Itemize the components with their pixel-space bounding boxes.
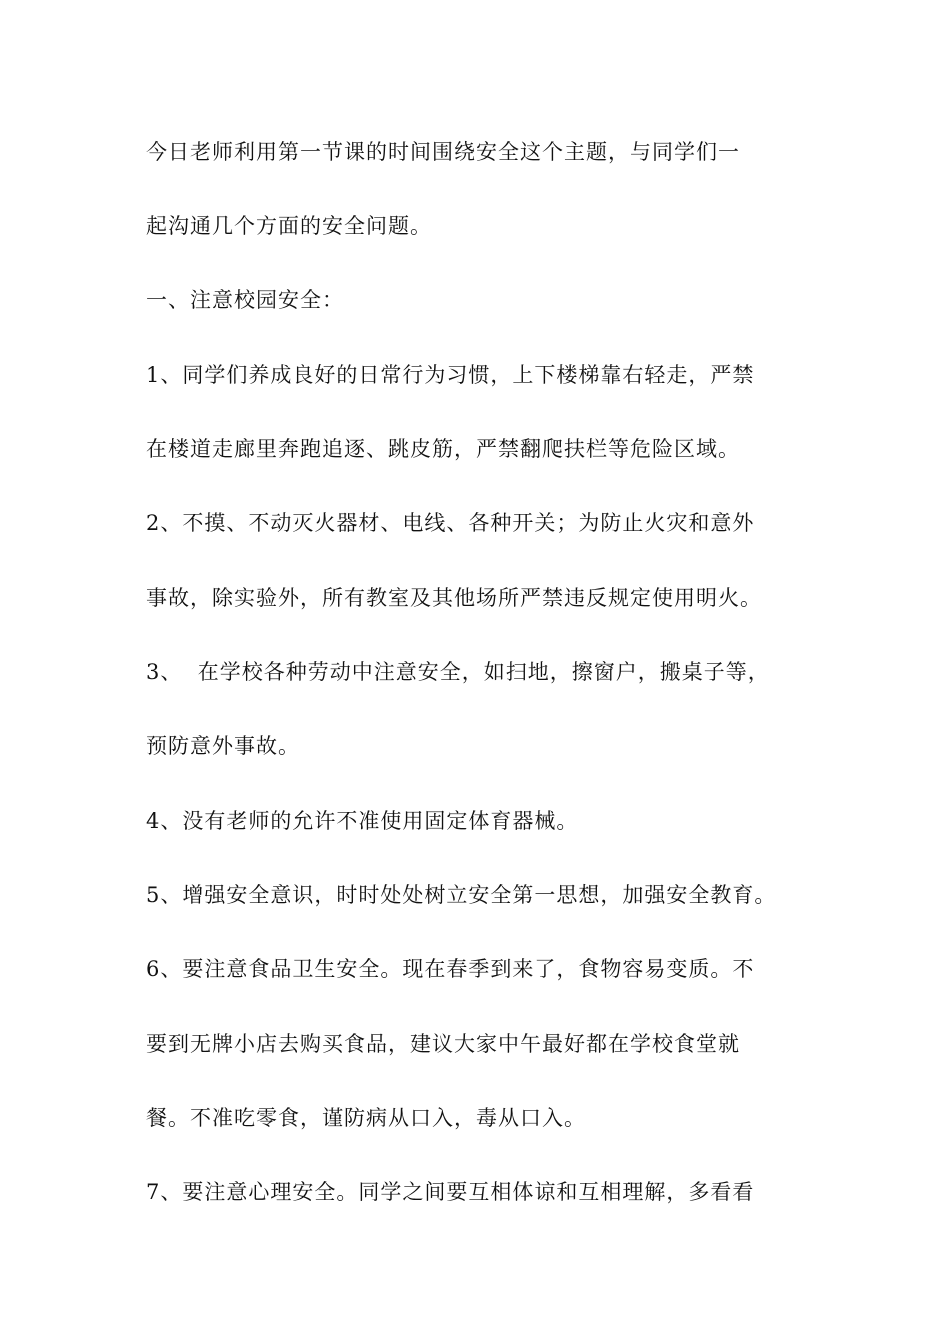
text-line: 在楼道走廊里奔跑追逐、跳皮筋，严禁翻爬扶栏等危险区域。 (146, 437, 740, 461)
section-heading: 一、注意校园安全： (146, 288, 344, 312)
text-line: 预防意外事故。 (146, 734, 300, 758)
text-line: 起沟通几个方面的安全问题。 (146, 214, 432, 238)
text-line: 4、没有老师的允许不准使用固定体育器械。 (146, 809, 579, 833)
text-line: 3、 在学校各种劳动中注意安全，如扫地，擦窗户，搬桌子等， (146, 660, 770, 684)
text-line: 5、增强安全意识，时时处处树立安全第一思想，加强安全教育。 (146, 883, 777, 907)
text-line: 2、不摸、不动灭火器材、电线、各种开关；为防止火灾和意外 (146, 511, 755, 535)
text-line: 7、要注意心理安全。同学之间要互相体谅和互相理解，多看看 (146, 1180, 755, 1204)
text-line: 要到无牌小店去购买食品，建议大家中午最好都在学校食堂就 (146, 1032, 740, 1056)
text-line: 1、同学们养成良好的日常行为习惯，上下楼梯靠右轻走，严禁 (146, 363, 755, 387)
text-line: 事故，除实验外，所有教室及其他场所严禁违反规定使用明火。 (146, 586, 762, 610)
text-line: 餐。不准吃零食，谨防病从口入，毒从口入。 (146, 1106, 586, 1130)
text-line: 今日老师利用第一节课的时间围绕安全这个主题，与同学们一 (146, 140, 740, 164)
text-line: 6、要注意食品卫生安全。现在春季到来了，食物容易变质。不 (146, 957, 755, 981)
